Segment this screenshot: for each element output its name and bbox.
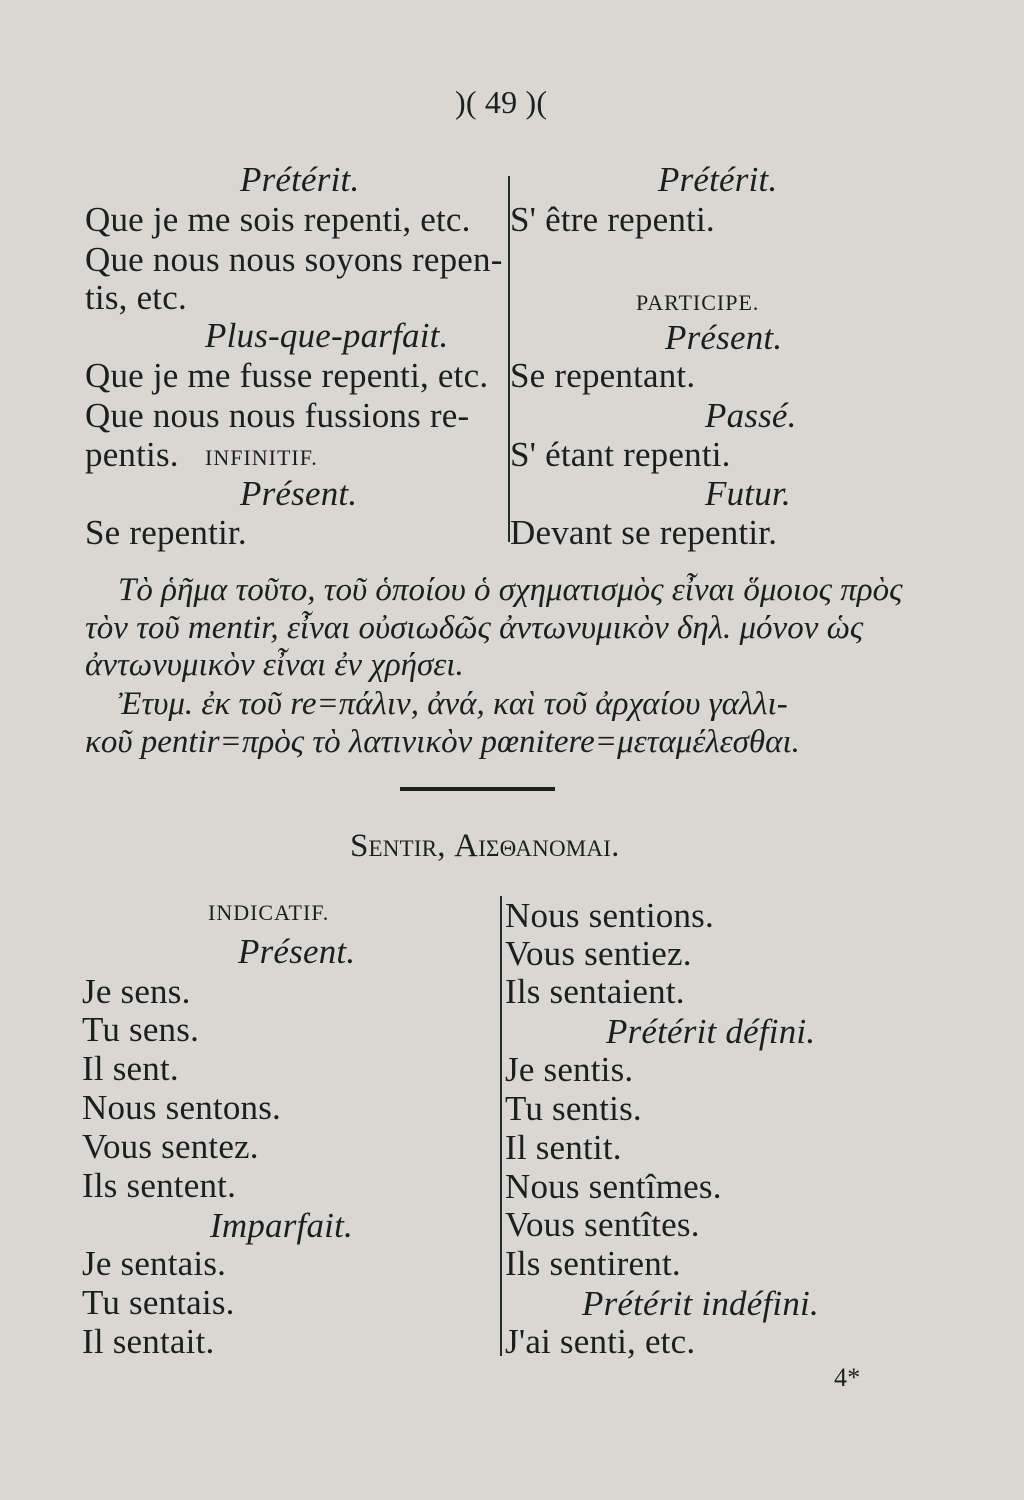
text-line: Il sentit.: [505, 1128, 622, 1167]
text-line: Vous sentiez.: [505, 934, 692, 973]
heading-imparfait: Imparfait.: [210, 1206, 353, 1245]
note-line: ἀντωνυμικὸν εἶναι ἐν χρήσει.: [85, 647, 464, 683]
text-line: Nous sentîmes.: [505, 1167, 722, 1206]
text-line: pentis.: [85, 435, 179, 474]
page-number: )( 49 )(: [455, 84, 548, 120]
text-line: Devant se repentir.: [510, 513, 778, 552]
text-line: Ils sentirent.: [505, 1244, 681, 1283]
label-infinitif: INFINITIF.: [205, 445, 318, 470]
text-line: Tu sentais.: [82, 1283, 235, 1322]
text-line: J'ai senti, etc.: [505, 1322, 696, 1361]
note-line: Τὸ ῥῆμα τοῦτο, τοῦ ὁποίου ὁ σχηματισμὸς εἶναι ὅμοιος πρὸς: [118, 572, 903, 608]
heading-present-indicatif: Présent.: [238, 932, 356, 971]
text-line: Que je me fusse repenti, etc.: [85, 356, 489, 395]
text-line: Nous sentions.: [505, 896, 714, 935]
note-line: τὸν τοῦ mentir, εἶναι οὐσιωδῶς ἀντωνυμικὸν δηλ. μόνον ὡς: [85, 610, 864, 646]
text-line: Nous sentons.: [82, 1088, 281, 1127]
text-line: Il sentait.: [82, 1322, 215, 1361]
column-divider: [500, 896, 502, 1356]
heading-present-infinitif: Présent.: [240, 474, 358, 513]
text-line: Vous sentez.: [82, 1127, 259, 1166]
note-line: κοῦ pentir=πρὸς τὸ λατινικὸν pœnitere=μεταμέλεσθαι.: [85, 724, 800, 760]
text-line: Il sent.: [82, 1049, 179, 1088]
text-line: Vous sentîtes.: [505, 1205, 700, 1244]
text-line: Je sentis.: [505, 1050, 634, 1089]
text-line: Se repentir.: [85, 513, 247, 552]
text-line: Se repentant.: [510, 356, 696, 395]
heading-preterit-indefini: Prétérit indéfini.: [582, 1284, 819, 1323]
text-line: Tu sens.: [82, 1010, 200, 1049]
text-line: Que nous nous fussions re-: [85, 396, 470, 435]
heading-passe: Passé.: [705, 396, 797, 435]
text-line: S' étant repenti.: [510, 435, 731, 474]
heading-preterit-defini: Prétérit défini.: [606, 1012, 816, 1051]
text-line: S' être repenti.: [510, 200, 715, 239]
heading-preterit-left: Prétérit.: [240, 160, 360, 199]
text-line: Je sentais.: [82, 1244, 227, 1283]
text-line: Que nous nous soyons repen-: [85, 240, 503, 279]
heading-futur: Futur.: [705, 474, 791, 513]
label-indicatif: INDICATIF.: [208, 900, 330, 925]
text-line: Tu sentis.: [505, 1089, 642, 1128]
text-line: tis, etc.: [85, 278, 187, 317]
section-title: Sentir, Αισθανομαι.: [350, 828, 620, 864]
text-line: Je sens.: [82, 972, 191, 1011]
note-line: Ἐτυμ. ἐκ τοῦ re=πάλιν, ἀνά, καὶ τοῦ ἀρχαίου γαλλι-: [118, 686, 788, 722]
signature-mark: 4*: [834, 1363, 861, 1392]
heading-preterit-right: Prétérit.: [658, 160, 778, 199]
label-participe: PARTICIPE.: [636, 290, 760, 315]
section-separator: [400, 787, 555, 791]
text-line: Ils sentent.: [82, 1166, 237, 1205]
heading-plus-que-parfait: Plus-que-parfait.: [205, 316, 449, 355]
heading-present-participe: Présent.: [665, 318, 783, 357]
text-line: Ils sentaient.: [505, 972, 685, 1011]
text-line: Que je me sois repenti, etc.: [85, 200, 471, 239]
